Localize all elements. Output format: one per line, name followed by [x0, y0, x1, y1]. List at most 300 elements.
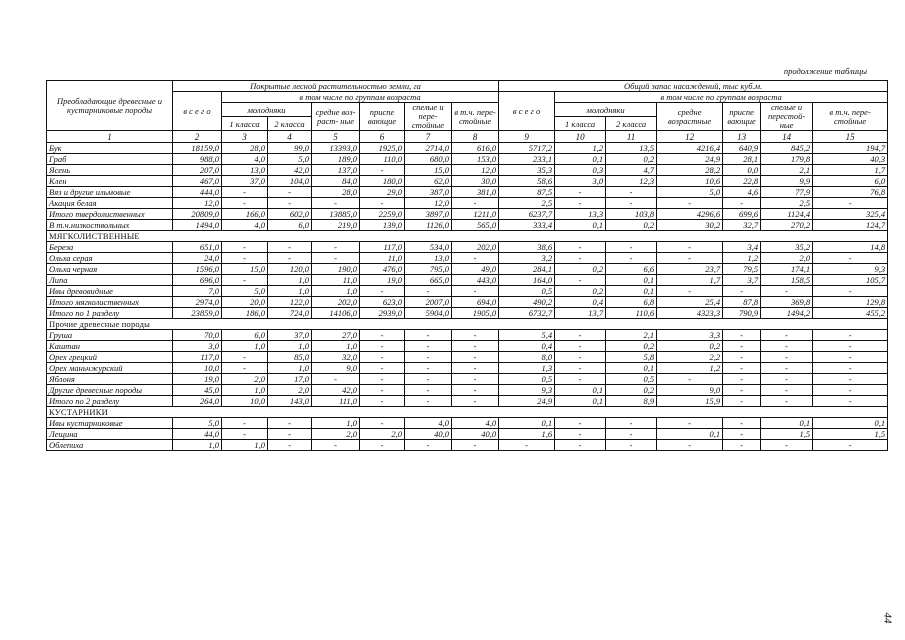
table-cell: - — [452, 352, 499, 363]
col-number: 8 — [452, 131, 499, 143]
table-cell: - — [222, 363, 268, 374]
table-cell: - — [555, 429, 606, 440]
table-cell: 10,0 — [222, 396, 268, 407]
table-cell: 8,0 — [499, 352, 555, 363]
table-cell: 2007,0 — [405, 297, 452, 308]
table-cell: 565,0 — [452, 220, 499, 231]
table-cell: 4,0 — [222, 154, 268, 165]
species-name: Лещина — [47, 429, 173, 440]
table-cell: - — [723, 385, 761, 396]
mature-header-left: спелые и пере- стойные — [405, 103, 452, 131]
table-cell: 381,0 — [452, 187, 499, 198]
table-cell: - — [723, 341, 761, 352]
table-cell: - — [555, 198, 606, 209]
table-cell: 2,1 — [606, 330, 657, 341]
table-cell: 10,0 — [173, 363, 222, 374]
table-cell: 15,0 — [405, 165, 452, 176]
table-cell: 42,0 — [268, 165, 312, 176]
table-cell: - — [360, 440, 405, 451]
covered-area-header: Покрытые лесной растительностью земли, га — [173, 81, 499, 92]
table-cell: 1,0 — [222, 440, 268, 451]
table-cell: 2714,0 — [405, 143, 452, 154]
table-cell: - — [405, 396, 452, 407]
table-cell: - — [222, 429, 268, 440]
table-cell: 9,3 — [499, 385, 555, 396]
table-cell: 11,0 — [360, 253, 405, 264]
table-cell: - — [312, 440, 360, 451]
table-row — [47, 242, 888, 253]
table-cell: 14106,0 — [312, 308, 360, 319]
premature-header-right: приспе вающие — [723, 103, 761, 131]
forest-stock-table — [46, 80, 888, 451]
table-cell: 3,3 — [657, 330, 723, 341]
table-cell: 13,5 — [606, 143, 657, 154]
table-cell: 0,1 — [606, 275, 657, 286]
table-cell: - — [222, 418, 268, 429]
table-cell: - — [312, 253, 360, 264]
table-cell: 1,0 — [222, 385, 268, 396]
table-cell: - — [405, 385, 452, 396]
table-cell: 20809,0 — [173, 209, 222, 220]
table-cell: 1211,0 — [452, 209, 499, 220]
table-cell: 699,6 — [723, 209, 761, 220]
table-cell: 3,4 — [723, 242, 761, 253]
species-name: Вяз и другие ильмовые — [47, 187, 173, 198]
table-row — [47, 363, 888, 374]
table-cell: 30,2 — [657, 220, 723, 231]
table-cell: 0,1 — [761, 418, 813, 429]
table-cell: - — [723, 363, 761, 374]
table-cell: - — [606, 198, 657, 209]
table-cell: 12,0 — [452, 165, 499, 176]
species-name: Ольха серая — [47, 253, 173, 264]
table-cell: 0,5 — [499, 374, 555, 385]
table-cell: 219,0 — [312, 220, 360, 231]
table-cell: - — [813, 352, 888, 363]
table-cell: 24,0 — [173, 253, 222, 264]
table-cell: 988,0 — [173, 154, 222, 165]
table-cell: 1,2 — [555, 143, 606, 154]
table-cell: 602,0 — [268, 209, 312, 220]
table-cell: 117,0 — [360, 242, 405, 253]
table-cell: 1,0 — [312, 418, 360, 429]
continuation-note: продолжение таблицы — [783, 66, 867, 76]
species-name: Итого по 2 разделу — [47, 396, 173, 407]
table-cell: - — [360, 352, 405, 363]
table-cell: - — [222, 198, 268, 209]
table-row — [47, 308, 888, 319]
species-name: Акация белая — [47, 198, 173, 209]
table-cell: 270,2 — [761, 220, 813, 231]
table-cell: 166,0 — [222, 209, 268, 220]
table-cell: 6,0 — [222, 330, 268, 341]
table-cell: - — [813, 440, 888, 451]
table-cell: 117,0 — [173, 352, 222, 363]
table-cell: - — [723, 286, 761, 297]
table-cell: - — [499, 440, 555, 451]
table-cell: 623,0 — [360, 297, 405, 308]
table-cell: 35,3 — [499, 165, 555, 176]
table-cell: 58,6 — [499, 176, 555, 187]
table-cell: 845,2 — [761, 143, 813, 154]
table-cell: - — [452, 286, 499, 297]
page-number: 44 — [881, 612, 894, 624]
table-cell: - — [606, 253, 657, 264]
table-cell: - — [360, 374, 405, 385]
table-cell: 5,8 — [606, 352, 657, 363]
species-name: Клен — [47, 176, 173, 187]
table-cell: - — [723, 440, 761, 451]
table-cell: - — [657, 418, 723, 429]
table-cell: - — [222, 275, 268, 286]
all-header-left: в с е г о — [173, 92, 222, 131]
table-cell: 110,0 — [360, 154, 405, 165]
table-cell: - — [268, 429, 312, 440]
table-cell: 1,0 — [268, 341, 312, 352]
table-cell: 0,1 — [606, 363, 657, 374]
table-cell: - — [606, 242, 657, 253]
table-cell: 2,1 — [761, 165, 813, 176]
table-cell: - — [813, 198, 888, 209]
table-cell: 186,0 — [222, 308, 268, 319]
table-cell: 14,8 — [813, 242, 888, 253]
table-cell: 2,0 — [360, 429, 405, 440]
table-cell: 194,7 — [813, 143, 888, 154]
species-name: Итого мягколиственных — [47, 297, 173, 308]
table-cell: - — [222, 187, 268, 198]
table-cell: - — [657, 242, 723, 253]
table-cell: 467,0 — [173, 176, 222, 187]
all-header-right: в с е г о — [499, 92, 555, 131]
table-cell: 5717,2 — [499, 143, 555, 154]
table-cell: 6,8 — [606, 297, 657, 308]
table-cell: 490,2 — [499, 297, 555, 308]
table-cell: 2,0 — [312, 429, 360, 440]
table-cell: 85,0 — [268, 352, 312, 363]
table-cell: 2,0 — [761, 253, 813, 264]
table-cell: 2939,0 — [360, 308, 405, 319]
species-name: Итого по 1 разделу — [47, 308, 173, 319]
overmature-header-left: в т.ч. пере- стойные — [452, 103, 499, 131]
table-cell: - — [657, 286, 723, 297]
table-cell: 1494,0 — [173, 220, 222, 231]
table-cell: - — [723, 429, 761, 440]
species-name: Липа — [47, 275, 173, 286]
table-cell: - — [761, 385, 813, 396]
table-cell: - — [555, 363, 606, 374]
table-cell: 790,9 — [723, 308, 761, 319]
table-cell: 1,0 — [268, 363, 312, 374]
table-row — [47, 165, 888, 176]
table-cell: - — [452, 253, 499, 264]
table-row — [47, 297, 888, 308]
table-cell: 13,0 — [405, 253, 452, 264]
table-cell: 111,0 — [312, 396, 360, 407]
table-row — [47, 154, 888, 165]
table-cell: - — [555, 440, 606, 451]
species-name: Облепиха — [47, 440, 173, 451]
table-cell: - — [761, 363, 813, 374]
table-cell: 37,0 — [268, 330, 312, 341]
table-cell: 129,8 — [813, 297, 888, 308]
col-number: 6 — [360, 131, 405, 143]
table-cell: - — [555, 374, 606, 385]
col-number: 13 — [723, 131, 761, 143]
table-cell: 24,9 — [499, 396, 555, 407]
table-cell: 0,1 — [813, 418, 888, 429]
table-cell: 40,3 — [813, 154, 888, 165]
table-cell: 4216,4 — [657, 143, 723, 154]
table-cell: 5,4 — [499, 330, 555, 341]
table-row — [47, 286, 888, 297]
class1-header-left: 1 класса — [222, 117, 268, 131]
table-cell: - — [312, 242, 360, 253]
table-cell: 1596,0 — [173, 264, 222, 275]
table-cell: 534,0 — [405, 242, 452, 253]
table-cell: 1,0 — [222, 341, 268, 352]
table-cell: 4323,3 — [657, 308, 723, 319]
table-cell: - — [813, 363, 888, 374]
table-cell: 233,1 — [499, 154, 555, 165]
class2-header-right: 2 класса — [606, 117, 657, 131]
table-row — [47, 440, 888, 451]
table-cell: - — [606, 187, 657, 198]
table-cell: 42,0 — [312, 385, 360, 396]
table-cell: 49,0 — [452, 264, 499, 275]
table-cell: 139,0 — [360, 220, 405, 231]
species-name: Итого твердолиственных — [47, 209, 173, 220]
table-cell: - — [312, 198, 360, 209]
table-cell: 1,7 — [657, 275, 723, 286]
table-row — [47, 330, 888, 341]
table-cell: - — [606, 429, 657, 440]
table-cell: 5,0 — [268, 154, 312, 165]
table-cell: 153,0 — [452, 154, 499, 165]
table-cell: - — [360, 363, 405, 374]
table-cell: - — [268, 253, 312, 264]
section-row — [47, 407, 888, 418]
col-number: 2 — [173, 131, 222, 143]
table-cell: 0,2 — [606, 220, 657, 231]
species-name: Ивы древовидные — [47, 286, 173, 297]
table-cell: 0,0 — [723, 165, 761, 176]
table-cell: 0,4 — [499, 341, 555, 352]
table-cell: 87,5 — [499, 187, 555, 198]
species-name: Орех маньчжурский — [47, 363, 173, 374]
table-cell: 28,0 — [312, 187, 360, 198]
table-cell: 13393,0 — [312, 143, 360, 154]
table-cell: 11,0 — [312, 275, 360, 286]
table-cell: - — [405, 330, 452, 341]
table-cell: 179,8 — [761, 154, 813, 165]
table-cell: 443,0 — [452, 275, 499, 286]
table-cell: 12,0 — [405, 198, 452, 209]
species-name: Орех грецкий — [47, 352, 173, 363]
species-name: Другие древесные породы — [47, 385, 173, 396]
table-cell: 19,0 — [173, 374, 222, 385]
table-cell: 13,0 — [222, 165, 268, 176]
table-cell: - — [606, 418, 657, 429]
table-row — [47, 385, 888, 396]
col-number: 9 — [499, 131, 555, 143]
table-row — [47, 429, 888, 440]
col-number: 12 — [657, 131, 723, 143]
section-row — [47, 231, 888, 242]
table-row — [47, 374, 888, 385]
table-row — [47, 187, 888, 198]
table-cell: 0,1 — [555, 154, 606, 165]
age-groups-header-left: в том числе по группам возраста — [222, 92, 499, 103]
table-cell: - — [268, 418, 312, 429]
table-cell: 27,0 — [312, 330, 360, 341]
table-cell: 30,0 — [452, 176, 499, 187]
table-cell: 40,0 — [405, 429, 452, 440]
table-cell: - — [555, 187, 606, 198]
table-cell: 0,1 — [555, 396, 606, 407]
table-cell: 104,0 — [268, 176, 312, 187]
species-name: Бук — [47, 143, 173, 154]
table-cell: 2,5 — [499, 198, 555, 209]
table-cell: - — [222, 242, 268, 253]
table-cell: - — [360, 396, 405, 407]
table-cell: 724,0 — [268, 308, 312, 319]
table-cell: 0,1 — [555, 385, 606, 396]
species-name: Ясень — [47, 165, 173, 176]
table-cell: 8,9 — [606, 396, 657, 407]
middle-age-header-right: средне возрастные — [657, 103, 723, 131]
table-cell: 70,0 — [173, 330, 222, 341]
table-cell: 6732,7 — [499, 308, 555, 319]
table-cell: 17,0 — [268, 374, 312, 385]
table-cell: 651,0 — [173, 242, 222, 253]
table-cell: 0,2 — [555, 286, 606, 297]
table-cell: 158,5 — [761, 275, 813, 286]
table-cell: 13885,0 — [312, 209, 360, 220]
middle-age-header-left: средне воз- раст- ные — [312, 103, 360, 131]
section-row — [47, 319, 888, 330]
table-cell: - — [452, 440, 499, 451]
overmature-header-right: в т.ч. пере- стойные — [813, 103, 888, 131]
table-cell: 28,2 — [657, 165, 723, 176]
table-cell: 6237,7 — [499, 209, 555, 220]
col-number: 10 — [555, 131, 606, 143]
table-cell: 9,3 — [813, 264, 888, 275]
species-name: Яблоня — [47, 374, 173, 385]
table-cell: - — [222, 352, 268, 363]
table-cell: 124,7 — [813, 220, 888, 231]
table-cell: - — [761, 374, 813, 385]
col-number: 3 — [222, 131, 268, 143]
table-cell: - — [723, 198, 761, 209]
table-cell: - — [813, 253, 888, 264]
table-row — [47, 143, 888, 154]
table-cell: 0,1 — [606, 286, 657, 297]
table-cell: 0,5 — [499, 286, 555, 297]
table-cell: 207,0 — [173, 165, 222, 176]
table-cell: - — [452, 341, 499, 352]
table-cell: 110,6 — [606, 308, 657, 319]
table-cell: 180,0 — [360, 176, 405, 187]
young-header-left: молодняки — [222, 103, 312, 117]
table-row — [47, 264, 888, 275]
table-cell: - — [452, 385, 499, 396]
table-cell: 5904,0 — [405, 308, 452, 319]
table-cell: - — [555, 253, 606, 264]
table-cell: 2,0 — [268, 385, 312, 396]
table-cell: 32,0 — [312, 352, 360, 363]
section-label: КУСТАРНИКИ — [47, 407, 888, 418]
table-cell: - — [723, 352, 761, 363]
table-cell: 1,0 — [312, 286, 360, 297]
table-cell: - — [761, 396, 813, 407]
table-row — [47, 275, 888, 286]
table-cell: 369,8 — [761, 297, 813, 308]
table-cell: - — [606, 440, 657, 451]
table-cell: - — [761, 330, 813, 341]
section-label: МЯГКОЛИСТВЕННЫЕ — [47, 231, 888, 242]
table-cell: 795,0 — [405, 264, 452, 275]
table-cell: - — [761, 341, 813, 352]
species-name: В т.ч.низкоствольных — [47, 220, 173, 231]
col-number: 5 — [312, 131, 360, 143]
class1-header-right: 1 класса — [555, 117, 606, 131]
table-cell: 23,7 — [657, 264, 723, 275]
table-cell: 18159,0 — [173, 143, 222, 154]
table-cell: 3,0 — [173, 341, 222, 352]
table-cell: 4296,6 — [657, 209, 723, 220]
table-cell: 1,3 — [499, 363, 555, 374]
table-cell: 44,0 — [173, 429, 222, 440]
table-row — [47, 396, 888, 407]
table-cell: 122,0 — [268, 297, 312, 308]
table-cell: 164,0 — [499, 275, 555, 286]
table-cell: - — [452, 330, 499, 341]
col-number: 7 — [405, 131, 452, 143]
species-name: Граб — [47, 154, 173, 165]
table-cell: 37,0 — [222, 176, 268, 187]
table-cell: 29,0 — [360, 187, 405, 198]
table-cell: - — [813, 396, 888, 407]
species-name: Ивы кустарниковые — [47, 418, 173, 429]
table-row — [47, 352, 888, 363]
table-cell: - — [452, 198, 499, 209]
table-cell: 4,7 — [606, 165, 657, 176]
table-row — [47, 220, 888, 231]
section-label: Прочие древесные породы — [47, 319, 888, 330]
table-cell: 1,0 — [268, 286, 312, 297]
table-cell: 190,0 — [312, 264, 360, 275]
table-cell: 23859,0 — [173, 308, 222, 319]
table-cell: - — [452, 363, 499, 374]
table-cell: 24,9 — [657, 154, 723, 165]
table-cell: 120,0 — [268, 264, 312, 275]
table-cell: 5,0 — [173, 418, 222, 429]
table-cell: 15,0 — [222, 264, 268, 275]
table-cell: 1,0 — [312, 341, 360, 352]
col-number: 11 — [606, 131, 657, 143]
table-cell: 4,0 — [405, 418, 452, 429]
table-cell: 10,6 — [657, 176, 723, 187]
table-cell: 444,0 — [173, 187, 222, 198]
table-cell: 6,6 — [606, 264, 657, 275]
table-cell: 1494,2 — [761, 308, 813, 319]
table-cell: - — [813, 385, 888, 396]
age-groups-header-right: в том числе по группам возраста — [555, 92, 888, 103]
total-stock-header: Общий запас насаждений, тыс куб.м. — [499, 81, 888, 92]
table-row — [47, 341, 888, 352]
table-cell: - — [723, 396, 761, 407]
col-number: 15 — [813, 131, 888, 143]
